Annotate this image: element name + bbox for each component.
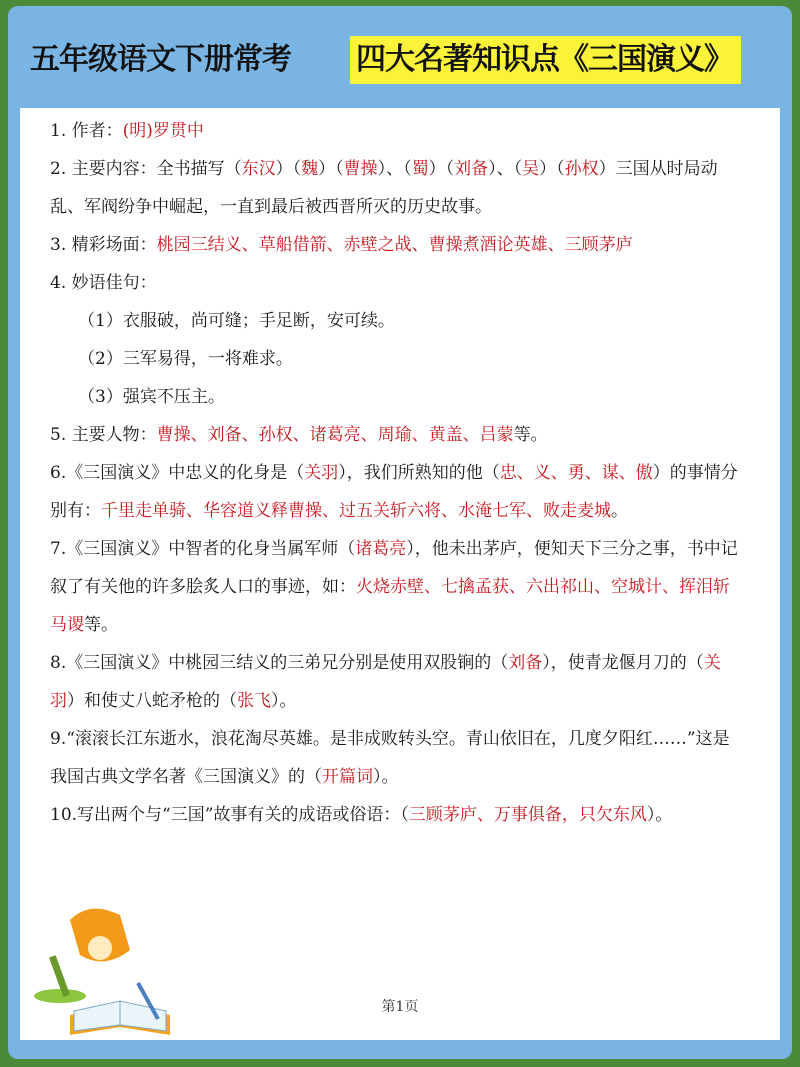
list-item bbox=[50, 644, 740, 720]
sub-item bbox=[50, 378, 740, 416]
highlight-text: 东汉 bbox=[241, 159, 276, 179]
highlight-text: 张飞 bbox=[237, 691, 271, 711]
body-text: （1）衣服破，尚可缝；手足断，安可续。 bbox=[78, 311, 395, 331]
highlight-text: 刘备 bbox=[454, 159, 489, 179]
body-text: ）。 bbox=[646, 805, 673, 825]
sub-item bbox=[50, 340, 740, 378]
body-text: ）、（ bbox=[377, 159, 412, 179]
open-book-icon bbox=[60, 975, 180, 1045]
body-text: ）和使丈八蛇矛枪的（ bbox=[67, 691, 237, 711]
highlight-text: 蜀 bbox=[411, 159, 429, 179]
body-text: 10.写出两个与“三国”故事有关的成语或俗语：（ bbox=[50, 805, 409, 825]
highlight-text: 魏 bbox=[301, 159, 319, 179]
highlight-text: (明)罗贯中 bbox=[122, 121, 204, 141]
list-item bbox=[50, 454, 740, 530]
list-item bbox=[50, 720, 740, 796]
list-item bbox=[50, 264, 740, 302]
highlight-text: 千里走单骑、华容道义释曹操、过五关斩六将、水淹七军、败走麦城 bbox=[101, 501, 611, 521]
body-text: 等。 bbox=[513, 425, 548, 445]
body-text: 8.《三国演义》中桃园三结义的三弟兄分别是使用双股锏的（ bbox=[50, 653, 509, 673]
body-text: ）（ bbox=[318, 159, 344, 179]
list-item bbox=[50, 416, 740, 454]
body-text: ）（ bbox=[539, 159, 565, 179]
body-text: ）。 bbox=[271, 691, 297, 711]
body-text: ），使青龙偃月刀的（ bbox=[542, 653, 704, 673]
highlight-text: 孙权 bbox=[564, 159, 599, 179]
highlight-text: 诸葛亮 bbox=[355, 539, 407, 559]
body-text: ）、（ bbox=[488, 159, 523, 179]
knowledge-list bbox=[50, 112, 740, 834]
list-item bbox=[50, 112, 740, 150]
body-text: 2. 主要内容：全书描写（ bbox=[50, 159, 242, 179]
body-text: ）（ bbox=[428, 159, 455, 179]
page-title-highlight: 四大名著知识点《三国演义》 bbox=[350, 36, 741, 84]
highlight-text: 桃园三结义、草船借箭、赤壁之战、曹操煮酒论英雄、三顾茅庐 bbox=[156, 235, 633, 255]
header-banner bbox=[14, 14, 786, 100]
body-text: 9.“滚滚长江东逝水，浪花淘尽英雄。是非成败转头空。青山依旧在，几度夕阳红……”这是我国古典文学名著《三国演义》的（ bbox=[50, 729, 730, 787]
page-title-left: 五年级语文下册常考 bbox=[30, 42, 291, 77]
sub-item bbox=[50, 302, 740, 340]
list-item bbox=[50, 150, 740, 226]
highlight-text: 关羽 bbox=[50, 653, 721, 711]
body-text: ）。 bbox=[373, 767, 399, 787]
body-text: 3. 精彩场面： bbox=[50, 235, 157, 255]
body-text: （3）强宾不压主。 bbox=[78, 387, 225, 407]
highlight-text: 曹操、刘备、孙权、诸葛亮、周瑜、黄盖、吕蒙 bbox=[156, 425, 514, 445]
body-text: 等。 bbox=[84, 615, 118, 635]
body-text: ），他未出茅庐，便知天下三分之事，书中记叙了有关他的许多脍炙人口的事迹，如： bbox=[50, 539, 738, 597]
body-text: ）（ bbox=[275, 159, 302, 179]
highlight-text: 三顾茅庐、万事俱备，只欠东风 bbox=[408, 805, 647, 825]
body-text: ）三国从时局动乱、军阀纷争中崛起，一直到最后被西晋所灭的历史故事。 bbox=[50, 159, 718, 217]
highlight-text: 关羽 bbox=[304, 463, 339, 483]
body-text: 6.《三国演义》中忠义的化身是（ bbox=[50, 463, 305, 483]
body-text: （2）三军易得，一将难求。 bbox=[78, 349, 293, 369]
body-text: 。 bbox=[611, 501, 628, 521]
highlight-text: 曹操 bbox=[343, 159, 378, 179]
highlight-text: 刘备 bbox=[508, 653, 543, 673]
page-number: 第1页 bbox=[381, 999, 419, 1015]
highlight-text: 忠、义、勇、谋、傲 bbox=[499, 463, 653, 483]
highlight-text: 吴 bbox=[522, 159, 540, 179]
body-text: 5. 主要人物： bbox=[50, 425, 157, 445]
body-text: ），我们所熟知的他（ bbox=[338, 463, 500, 483]
list-item bbox=[50, 796, 740, 834]
body-text: 4. 妙语佳句： bbox=[50, 273, 157, 293]
body-text: ）的事情分别有： bbox=[50, 463, 738, 521]
list-item bbox=[50, 530, 740, 644]
highlight-text: 开篇词 bbox=[322, 767, 373, 787]
list-item bbox=[50, 226, 740, 264]
highlight-text: 火烧赤壁、七擒孟获、六出祁山、空城计、挥泪斩马谡 bbox=[50, 577, 730, 635]
body-text: 1. 作者： bbox=[50, 121, 123, 141]
body-text: 7.《三国演义》中智者的化身当属军师（ bbox=[50, 539, 356, 559]
